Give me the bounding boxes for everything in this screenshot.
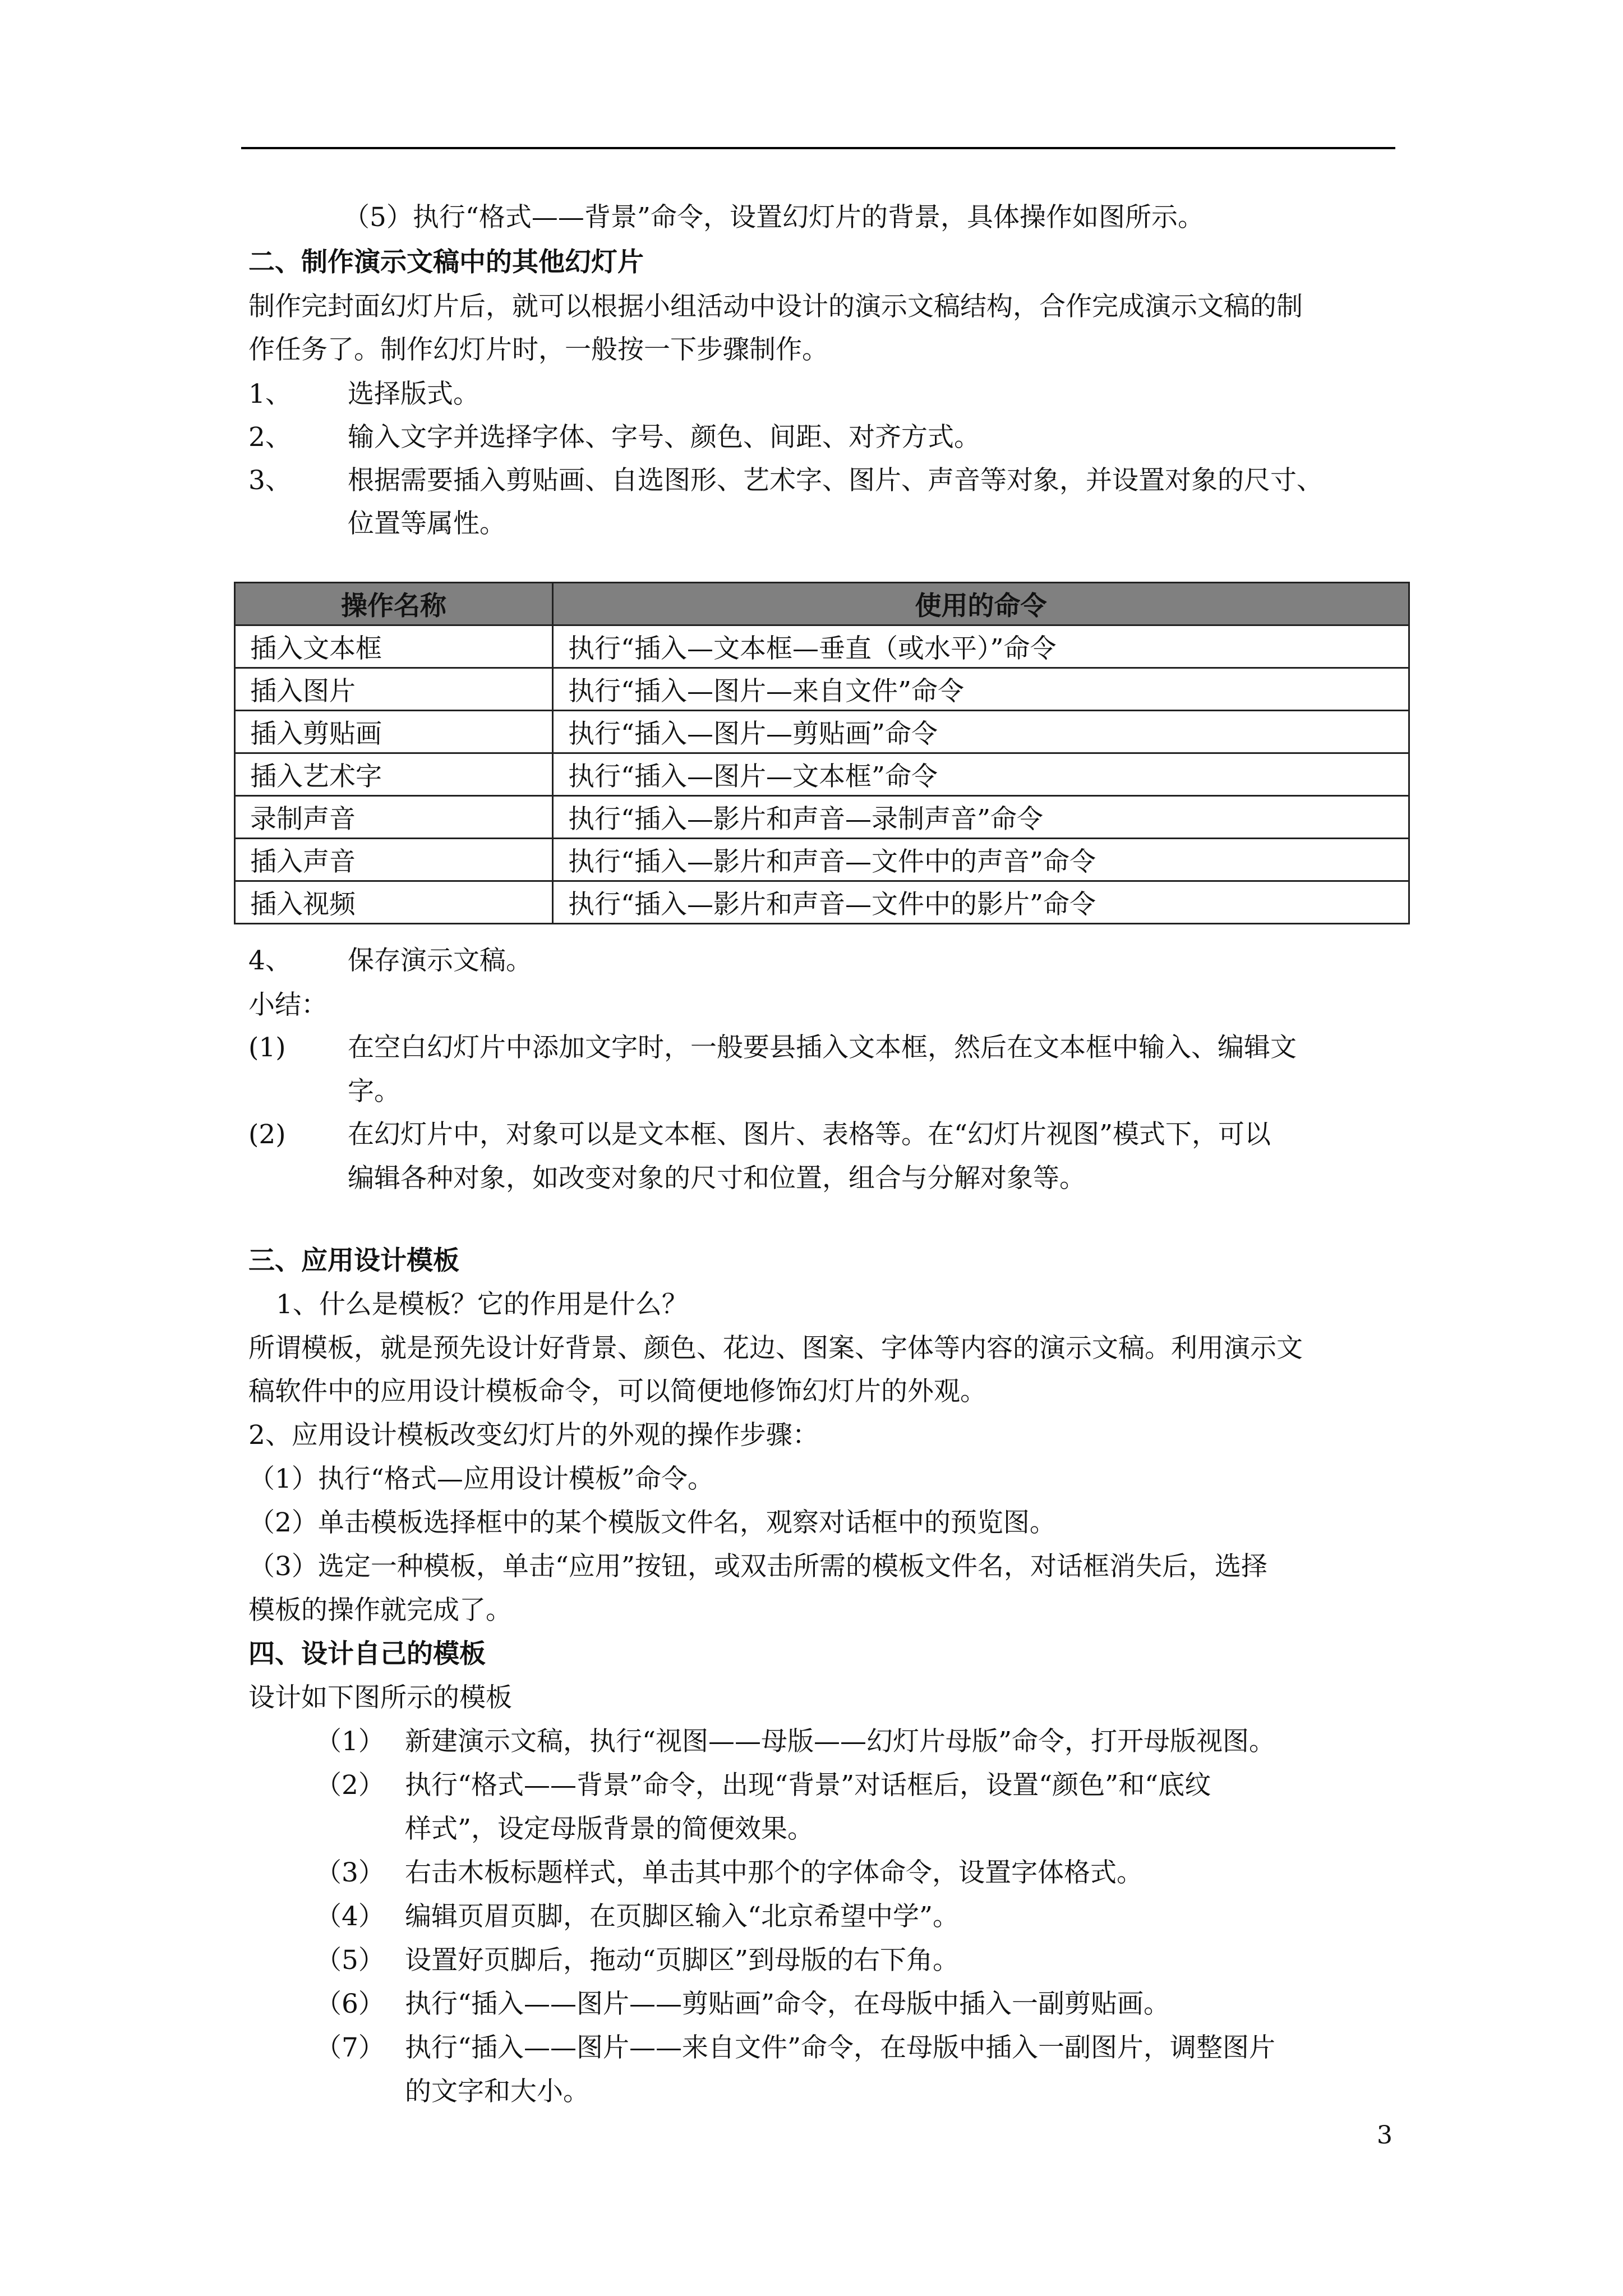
command-cell: 执行“插入—图片—文本框”命令 — [553, 753, 1409, 796]
step-text-cont: 位置等属性。 — [348, 508, 506, 539]
column-header: 使用的命令 — [553, 583, 1409, 625]
section3-question-1: 1、什么是模板？它的作用是什么？ — [276, 1289, 688, 1320]
table-header-row — [235, 583, 1409, 625]
step-number: 2、 — [248, 422, 292, 453]
section3-step-2: （2）单击模板选择框中的某个模版文件名，观察对话框中的预览图。 — [248, 1507, 1056, 1538]
command-cell: 执行“插入—影片和声音—录制声音”命令 — [553, 796, 1409, 839]
summary-item-1 — [248, 1031, 1393, 1110]
step-text-cont: 样式”，设定母版背景的简便效果。 — [405, 1814, 814, 1844]
table-row — [235, 796, 1409, 839]
summary-item-2 — [248, 1118, 1393, 1197]
page-number: 3 — [1377, 2121, 1393, 2150]
section3-step-3-cont: 模板的操作就完成了。 — [248, 1595, 512, 1626]
section2-para-line1: 制作完封面幻灯片后，就可以根据小组活动中设计的演示文稿结构，合作完成演示文稿的制 — [248, 291, 1303, 322]
table-row — [235, 881, 1409, 924]
command-cell: 执行“插入—影片和声音—文件中的声音”命令 — [553, 839, 1409, 881]
section2-step-3 — [248, 464, 1393, 542]
step-text: 保存演示文稿。 — [348, 945, 532, 976]
section2-heading: 二、制作演示文稿中的其他幻灯片 — [248, 247, 644, 278]
section4-heading: 四、设计自己的模板 — [248, 1639, 486, 1669]
command-cell: 执行“插入—文本框—垂直（或水平）”命令 — [553, 625, 1409, 668]
operation-name-cell: 插入文本框 — [235, 625, 553, 668]
intro-step: （5）执行“格式——背景”命令，设置幻灯片的背景，具体操作如图所示。 — [343, 202, 1204, 233]
table-row — [235, 668, 1409, 711]
step-text: 设置好页脚后，拖动“页脚区”到母版的右下角。 — [405, 1945, 960, 1976]
command-cell: 执行“插入—图片—来自文件”命令 — [553, 668, 1409, 711]
step-text: 输入文字并选择字体、字号、颜色、间距、对齐方式。 — [348, 422, 980, 453]
step-number: （4） — [315, 1901, 385, 1932]
summary-text-cont: 字。 — [348, 1076, 400, 1107]
step-text: 右击木板标题样式，单击其中那个的字体命令，设置字体格式。 — [405, 1857, 1143, 1888]
step-number: （5） — [315, 1945, 385, 1976]
section4-step-6 — [315, 1987, 1398, 2021]
step-number: 1、 — [248, 379, 292, 409]
operation-name-cell: 插入图片 — [235, 668, 553, 711]
section2-para-line2: 作任务了。制作幻灯片时，一般按一下步骤制作。 — [248, 334, 828, 365]
section3-step-1: （1）执行“格式—应用设计模板”命令。 — [248, 1464, 714, 1494]
summary-text-cont: 编辑各种对象，如改变对象的尺寸和位置，组合与分解对象等。 — [348, 1163, 1086, 1194]
table-row — [235, 711, 1409, 753]
section2-step-4 — [248, 944, 1393, 978]
header-rule — [241, 147, 1395, 149]
section3-para-line2: 稿软件中的应用设计模板命令，可以简便地修饰幻灯片的外观。 — [248, 1376, 986, 1407]
step-text: 选择版式。 — [348, 379, 479, 409]
step-text: 执行“格式——背景”命令，出现“背景”对话框后，设置“颜色”和“底纹 — [405, 1770, 1211, 1801]
section2-step-2 — [248, 421, 1393, 454]
section3-step-3: （3）选定一种模板，单击“应用”按钮，或双击所需的模板文件名，对话框消失后，选择 — [248, 1551, 1267, 1582]
step-text: 执行“插入——图片——剪贴画”命令，在母版中插入一副剪贴画。 — [405, 1989, 1170, 2019]
table-row — [235, 839, 1409, 881]
step-number: 4、 — [248, 945, 292, 976]
command-cell: 执行“插入—图片—剪贴画”命令 — [553, 711, 1409, 753]
command-cell: 执行“插入—影片和声音—文件中的影片”命令 — [553, 881, 1409, 924]
column-header: 操作名称 — [235, 583, 553, 625]
operations-table — [234, 582, 1410, 924]
section4-intro: 设计如下图所示的模板 — [248, 1682, 512, 1713]
operation-name-cell: 录制声音 — [235, 796, 553, 839]
section4-step-4 — [315, 1900, 1398, 1934]
step-number: （7） — [315, 2032, 385, 2063]
table-row — [235, 625, 1409, 668]
section4-step-3 — [315, 1856, 1398, 1890]
operation-name-cell: 插入剪贴画 — [235, 711, 553, 753]
step-number: （2） — [315, 1770, 385, 1801]
summary-text: 在空白幻灯片中添加文字时，一般要县插入文本框，然后在文本框中输入、编辑文 — [348, 1032, 1297, 1063]
section4-step-1 — [315, 1725, 1398, 1759]
step-text: 执行“插入——图片——来自文件”命令，在母版中插入一副图片，调整图片 — [405, 2032, 1276, 2063]
section4-step-7 — [315, 2031, 1398, 2110]
summary-number: (2) — [248, 1119, 286, 1150]
step-text-cont: 的文字和大小。 — [405, 2076, 589, 2107]
summary-label: 小结： — [248, 990, 328, 1020]
section2-step-1 — [248, 378, 1393, 411]
operation-name-cell: 插入艺术字 — [235, 753, 553, 796]
step-text: 新建演示文稿，执行“视图——母版——幻灯片母版”命令，打开母版视图。 — [405, 1726, 1276, 1757]
step-text: 编辑页眉页脚，在页脚区输入“北京希望中学”。 — [405, 1901, 960, 1932]
section4-step-2 — [315, 1769, 1398, 1847]
section4-step-5 — [315, 1944, 1398, 1977]
section3-para-line1: 所谓模板，就是预先设计好背景、颜色、花边、图案、字体等内容的演示文稿。利用演示文 — [248, 1333, 1303, 1364]
section3-heading: 三、应用设计模板 — [248, 1245, 459, 1276]
table-row — [235, 753, 1409, 796]
summary-number: (1) — [248, 1032, 286, 1063]
step-text: 根据需要插入剪贴画、自选图形、艺术字、图片、声音等对象，并设置对象的尺寸、 — [348, 465, 1323, 496]
step-number: （3） — [315, 1857, 385, 1888]
step-number: （6） — [315, 1989, 385, 2019]
step-number: 3、 — [248, 465, 292, 496]
operation-name-cell: 插入视频 — [235, 881, 553, 924]
section3-question-2: 2、应用设计模板改变幻灯片的外观的操作步骤： — [248, 1420, 819, 1451]
summary-text: 在幻灯片中，对象可以是文本框、图片、表格等。在“幻灯片视图”模式下，可以 — [348, 1119, 1271, 1150]
step-number: （1） — [315, 1726, 385, 1757]
operation-name-cell: 插入声音 — [235, 839, 553, 881]
